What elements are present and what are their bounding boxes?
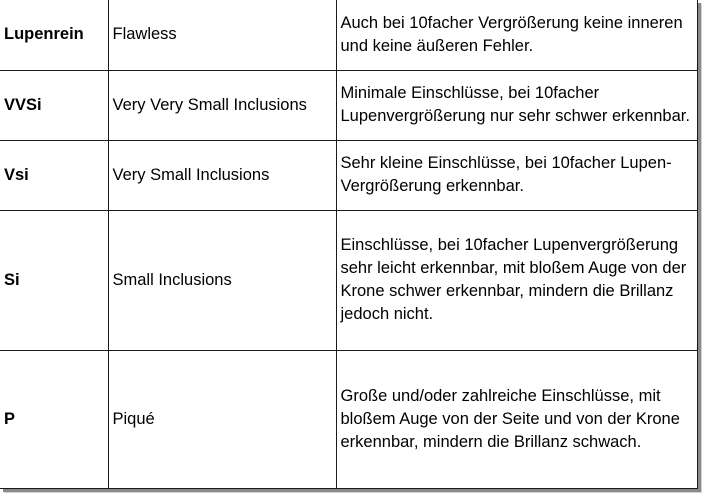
grade-name-cell: Piqué <box>108 350 336 488</box>
grade-name-cell: Small Inclusions <box>108 210 336 350</box>
description-cell: Einschlüsse, bei 10facher Lupenvergrößerung sehr leicht erkennbar, mit bloßem Auge von der Krone schwer erkennbar, mindern die Brillanz jedoch nicht. <box>336 210 697 350</box>
description-cell: Sehr kleine Einschlüsse, bei 10facher Lupen-Vergrößerung erkennbar. <box>336 140 697 210</box>
table-row <box>0 210 697 350</box>
grade-name-cell: Very Very Small Inclusions <box>108 70 336 140</box>
table-row <box>0 70 697 140</box>
table-row <box>0 350 697 488</box>
description-cell: Große und/oder zahlreiche Einschlüsse, mit bloßem Auge von der Seite und von der Krone erkennbar, mindern die Brillanz schwach. <box>336 350 697 488</box>
description-cell: Auch bei 10facher Vergrößerung keine inneren und keine äußeren Fehler. <box>336 0 697 70</box>
table-row <box>0 0 697 70</box>
table-row <box>0 140 697 210</box>
description-cell: Minimale Einschlüsse, bei 10facher Lupenvergrößerung nur sehr schwer erkennbar. <box>336 70 697 140</box>
grade-cell: Si <box>0 210 108 350</box>
grade-cell: VVSi <box>0 70 108 140</box>
grade-name-cell: Flawless <box>108 0 336 70</box>
grade-cell: P <box>0 350 108 488</box>
grade-cell: Vsi <box>0 140 108 210</box>
grade-name-cell: Very Small Inclusions <box>108 140 336 210</box>
grade-cell: Lupenrein <box>0 0 108 70</box>
